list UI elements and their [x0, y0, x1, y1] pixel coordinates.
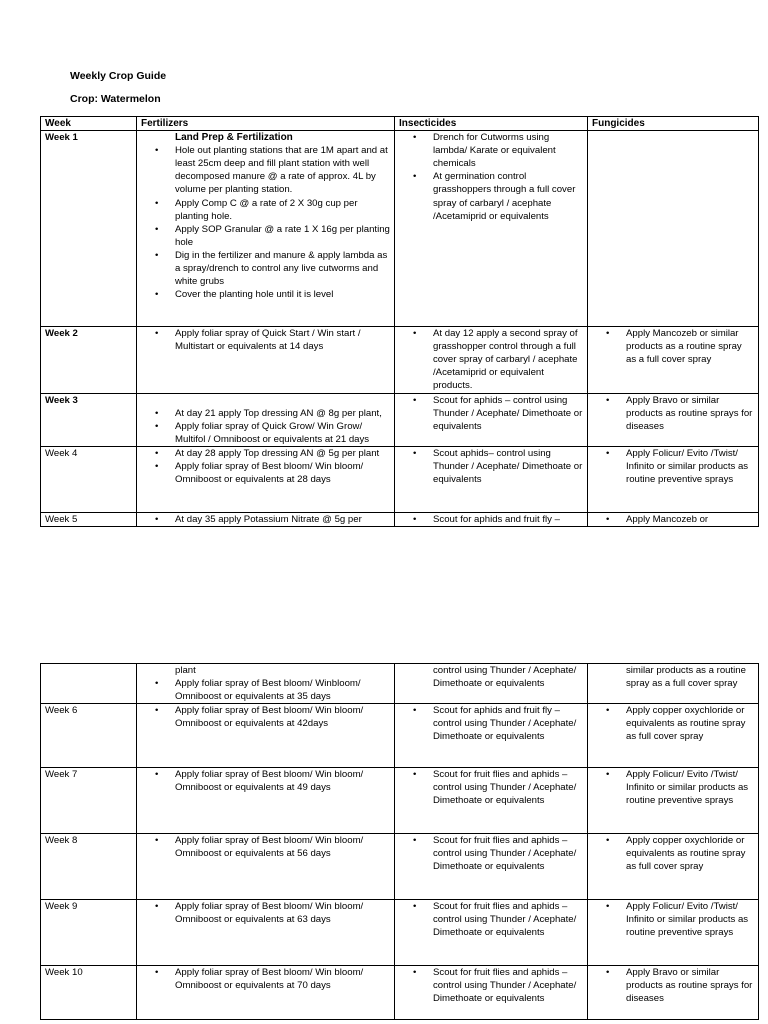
- list-item: • Scout for aphids – control using Thunder / Acephate/ Dimethoate or equivalents: [399, 394, 583, 433]
- insecticides-cell: [395, 393, 588, 446]
- table-row-week-3: [41, 393, 759, 446]
- insecticides-cell: [395, 512, 588, 526]
- list-item: • Apply foliar spray of Best bloom/ Win bloom/ Omniboost or equivalents at 56 days: [141, 834, 390, 860]
- list-item: • Apply Folicur/ Evito /Twist/ Infinito or similar products as routine preventive sprays: [592, 768, 754, 807]
- fertilizers-cell: [137, 393, 395, 446]
- list-item: • Hole out planting stations that are 1M apart and at least 25cm deep and fill plant station with well decomposed manure @ a rate of approx. 4L by volume per planting station.: [141, 144, 390, 196]
- list-item: • Dig in the fertilizer and manure & apply lambda as a spray/drench to control any live cutworms and white grubs: [141, 249, 390, 288]
- list-item: • Scout for fruit flies and aphids – control using Thunder / Acephate/ Dimethoate or equivalents: [399, 768, 583, 807]
- table-row-week-2: [41, 327, 759, 393]
- insecticide-list: [399, 131, 583, 223]
- table-row-week-10: [41, 966, 759, 1020]
- insecticides-cell: [395, 966, 588, 1020]
- list-item: • Apply foliar spray of Best bloom/ Winbloom/ Omniboost or equivalents at 35 days: [141, 677, 390, 703]
- table-header-row: [41, 117, 759, 131]
- fertilizers-cell: [137, 768, 395, 834]
- list-item: • Apply SOP Granular @ a rate 1 X 16g per planting hole: [141, 223, 390, 249]
- insecticides-cell: [395, 664, 588, 704]
- fertilizers-cell: [137, 966, 395, 1020]
- list-item: • Apply foliar spray of Best bloom/ Win bloom/ Omniboost or equivalents at 70 days: [141, 966, 390, 992]
- list-item: • Apply Mancozeb or similar products as a routine spray as a full cover spray: [592, 327, 754, 366]
- fertilizers-cell: [137, 131, 395, 327]
- week-label: Week 7: [41, 768, 137, 834]
- header-fungicides: Fungicides: [588, 117, 759, 131]
- insecticides-cell: [395, 900, 588, 966]
- table-row-week-1: [41, 131, 759, 327]
- insecticides-cell: [395, 768, 588, 834]
- fertilizers-cell: [137, 900, 395, 966]
- fungicides-cell: [588, 446, 759, 512]
- table-row-week-8: [41, 834, 759, 900]
- fungicides-cell: [588, 512, 759, 526]
- list-item: • Apply Folicur/ Evito /Twist/ Infinito or similar products as routine preventive sprays: [592, 900, 754, 939]
- insecticides-cell: [395, 834, 588, 900]
- week-label: Week 6: [41, 704, 137, 768]
- week-label: Week 8: [41, 834, 137, 900]
- continued-text: plant: [175, 665, 196, 676]
- list-item: • Apply foliar spray of Best bloom/ Win bloom/ Omniboost or equivalents at 28 days: [141, 460, 390, 486]
- week-label: Week 2: [41, 327, 137, 393]
- list-item: • Apply foliar spray of Best bloom/ Win bloom/ Omniboost or equivalents at 63 days: [141, 900, 390, 926]
- table-row-week-5-continued: [41, 664, 759, 704]
- crop-guide-table-page-1: [40, 116, 759, 527]
- list-item: • Drench for Cutworms using lambda/ Karate or equivalent chemicals: [399, 131, 583, 170]
- week-label: Week 5: [41, 512, 137, 526]
- list-item: • At day 21 apply Top dressing AN @ 8g per plant,: [141, 407, 390, 420]
- fungicides-cell: [588, 704, 759, 768]
- list-item: • Cover the planting hole until it is level: [141, 288, 390, 301]
- list-item: • Apply Folicur/ Evito /Twist/ Infinito or similar products as routine preventive sprays: [592, 447, 754, 486]
- week-label-empty: [41, 664, 137, 704]
- fertilizers-cell: [137, 834, 395, 900]
- fungicides-cell: [588, 131, 759, 327]
- table-row-week-6: [41, 704, 759, 768]
- fungicides-cell: [588, 327, 759, 393]
- insecticides-cell: [395, 704, 588, 768]
- list-item: • Scout for aphids and fruit fly –: [399, 513, 583, 526]
- fungicides-cell: [588, 834, 759, 900]
- fungicides-cell: [588, 768, 759, 834]
- fungicides-cell: [588, 664, 759, 704]
- continued-text: similar products as a routine spray as a full cover spray: [626, 665, 746, 690]
- list-item: • Apply Bravo or similar products as routine sprays for diseases: [592, 966, 754, 1005]
- header-week: Week: [41, 117, 137, 131]
- list-item: • Scout for fruit flies and aphids – control using Thunder / Acephate/ Dimethoate or equivalents: [399, 834, 583, 873]
- week-label: Week 4: [41, 446, 137, 512]
- fertilizer-list: [141, 144, 390, 301]
- header-fertilizers: Fertilizers: [137, 117, 395, 131]
- list-item: • Scout for fruit flies and aphids – control using Thunder / Acephate/ Dimethoate or equivalents: [399, 900, 583, 939]
- fertilizer-section-title: Land Prep & Fertilization: [175, 132, 293, 144]
- fungicides-cell: [588, 966, 759, 1020]
- fertilizers-cell: [137, 704, 395, 768]
- table-row-week-4: [41, 446, 759, 512]
- list-item: • Apply foliar spray of Best bloom/ Win bloom/ Omniboost or equivalents at 42days: [141, 704, 390, 730]
- continued-text: control using Thunder / Acephate/ Dimethoate or equivalents: [433, 665, 577, 690]
- list-item: • Scout aphids– control using Thunder / Acephate/ Dimethoate or equivalents: [399, 447, 583, 486]
- table-row-week-7: [41, 768, 759, 834]
- insecticides-cell: [395, 327, 588, 393]
- crop-guide-table-page-2: [40, 663, 759, 1020]
- week-label: Week 3: [41, 393, 137, 446]
- list-item: • At day 28 apply Top dressing AN @ 5g per plant: [141, 447, 390, 460]
- table-row-week-5: [41, 512, 759, 526]
- document-title: Weekly Crop Guide: [70, 70, 167, 82]
- list-item: • Apply copper oxychloride or equivalents as routine spray as full cover spray: [592, 834, 754, 873]
- list-item: • At germination control grasshoppers through a full cover spray of carbaryl / acephate /Acetamiprid or equivalents: [399, 170, 583, 222]
- header-insecticides: Insecticides: [395, 117, 588, 131]
- crop-label: Crop: Watermelon: [70, 93, 161, 105]
- list-item: • Apply foliar spray of Best bloom/ Win bloom/ Omniboost or equivalents at 49 days: [141, 768, 390, 794]
- fungicides-cell: [588, 900, 759, 966]
- list-item: • Apply foliar spray of Quick Start / Win start / Multistart or equivalents at 14 days: [141, 327, 390, 353]
- insecticides-cell: [395, 131, 588, 327]
- list-item: • Apply foliar spray of Quick Grow/ Win Grow/ Multifol / Omniboost or equivalents at 21 days: [141, 420, 390, 446]
- list-item: • Apply Comp C @ a rate of 2 X 30g cup per planting hole.: [141, 197, 390, 223]
- list-item: • Apply copper oxychloride or equivalents as routine spray as full cover spray: [592, 704, 754, 743]
- week-label: Week 9: [41, 900, 137, 966]
- insecticides-cell: [395, 446, 588, 512]
- fertilizers-cell: [137, 446, 395, 512]
- fungicides-cell: [588, 393, 759, 446]
- list-item: • Scout for fruit flies and aphids – control using Thunder / Acephate/ Dimethoate or equivalents: [399, 966, 583, 1005]
- fertilizers-cell: [137, 327, 395, 393]
- fertilizers-cell: [137, 512, 395, 526]
- table-row-week-9: [41, 900, 759, 966]
- list-item: • Scout for aphids and fruit fly – control using Thunder / Acephate/ Dimethoate or equivalents: [399, 704, 583, 743]
- list-item: • Apply Bravo or similar products as routine sprays for diseases: [592, 394, 754, 433]
- fertilizers-cell: [137, 664, 395, 704]
- list-item: • At day 35 apply Potassium Nitrate @ 5g per: [141, 513, 390, 526]
- week-label: Week 1: [41, 131, 137, 327]
- week-label: Week 10: [41, 966, 137, 1020]
- list-item: • Apply Mancozeb or: [592, 513, 754, 526]
- list-item: • At day 12 apply a second spray of grasshopper control through a full cover spray of carbaryl / acephate /Acetamiprid or equivalent products.: [399, 327, 583, 392]
